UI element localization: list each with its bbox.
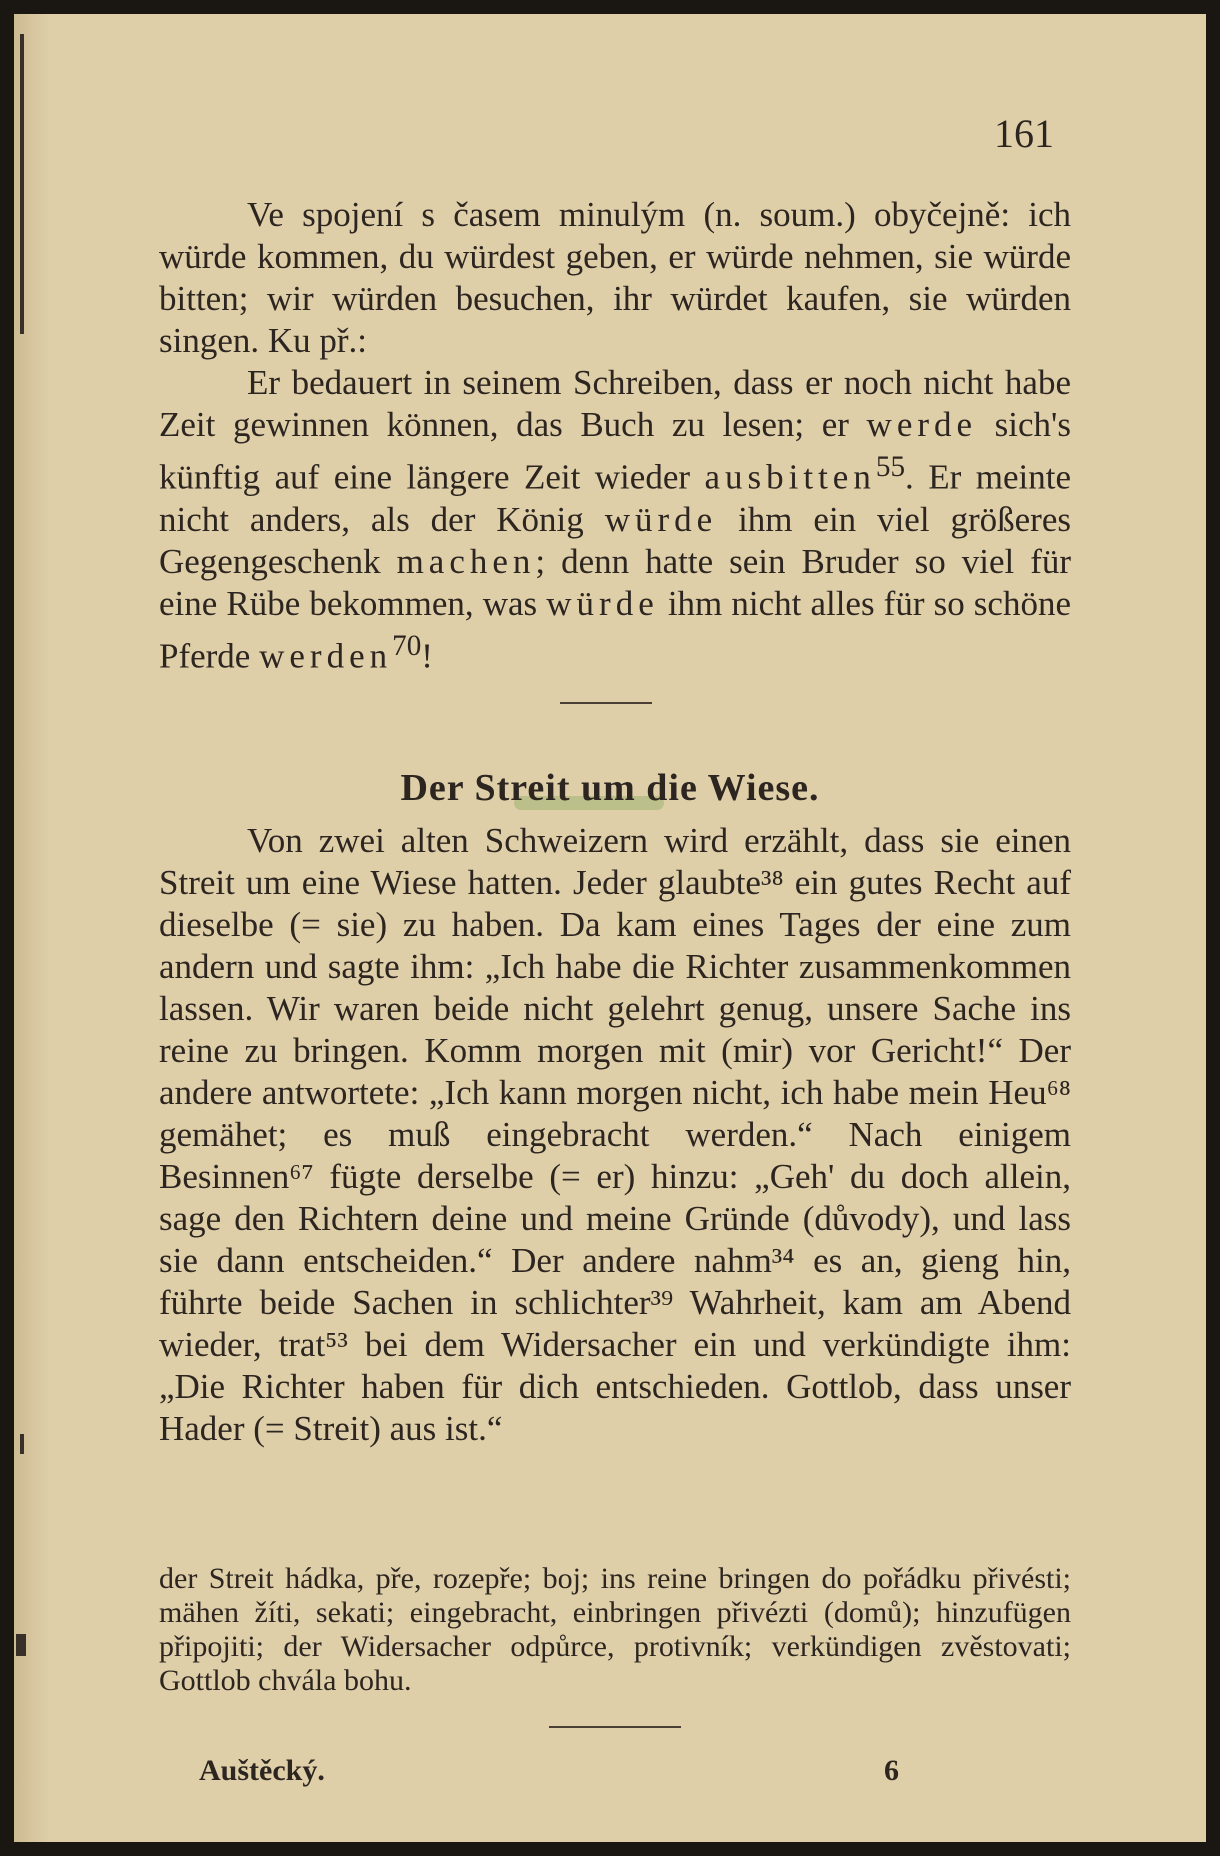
glossary: der Streit hádka, pře, rozepře; boj; ins reine bringen do pořádku přivésti; mähen žíti, sekati; eingebracht, einbringen přivézti (domů); hinzufügen připojiti; der Widersacher odpůrce, protivník; verkündigen zvěstovati; Gottlob chvála bohu. [159,1562,1071,1697]
book-page [14,14,1206,1842]
intro-paragraph: Ve spojení s časem minulým (n. soum.) obyčejně: ich würde kommen, du würdest geben, er würde nehmen, sie würde bitten; wir würden besuchen, ihr würdet kaufen, sie würden singen. Ku př.: [159,195,1071,360]
emphasized-word: machen [396,541,536,581]
emphasized-word: ausbitten [704,457,876,497]
story-heading: Der Streit um die Wiese. [400,767,820,809]
example-text: Er meinte nicht anders, als der König [159,457,1071,539]
footnote-ref: 55 [875,451,906,483]
section-divider [560,702,652,704]
example-text: Er bedauert in seinem Schreiben, dass er noch nicht habe Zeit gewinnen können, das Buch zu lesen; er [159,363,1071,444]
signature-mark: 6 [884,1754,899,1787]
story-section [159,820,1071,1450]
story-paragraph: Von zwei alten Schweizern wird erzählt, dass sie einen Streit um eine Wiese hatten. Jeder glaubte³⁸ ein gutes Recht auf dieselbe (= sie) zu haben. Da kam eines Tages der eine zum andern und sagte ihm: „Ich habe die Richter zusammenkommen lassen. Wir waren beide nicht gelehrt genug, unsere Sache ins reine zu bringen. Komm morgen mit (mir) vor Gericht!“ Der andere antwortete: „Ich kann morgen nicht, ich habe mein Heu⁶⁸ gemähet; es muß eingebracht werden.“ Nach einigem Besinnen⁶⁷ fügte derselbe (= er) hinzu: „Geh' du doch allein, sage den Richtern deine und meine Gründe (důvody), und lass sie dann entscheiden.“ Der andere nahm³⁴ es an, gieng hin, führte beide Sachen in schlichter³⁹ Wahrheit, kam am Abend wieder, trat⁵³ bei dem Widersacher ein und verkündigte ihm: „Die Richter haben für dich entschieden. Gottlob, dass unser Hader (= Streit) aus ist.“ [159,821,1071,1448]
example-text: . [905,457,914,497]
example-text: ihm nicht alles für so schöne Pferde [159,583,1071,676]
emphasized-word: werden [259,636,393,676]
emphasized-word: werde [866,405,978,444]
spine-mark [16,1634,26,1656]
example-text: sich's künftig auf eine längere Zeit wieder [159,405,1071,497]
example-text: ; denn hatte sein Bruder so viel für eine Rübe bekommen, was [159,541,1071,623]
intro-section [159,194,1071,677]
spine-mark [20,1434,24,1454]
example-text: ! [421,636,433,676]
printer-mark: Auštěcký. [199,1754,325,1787]
page-number: 161 [994,111,1054,156]
emphasized-word: würde [546,583,659,623]
spine-mark [20,34,24,334]
example-one [159,362,1071,677]
footer-divider [549,1726,681,1728]
footnote-ref: 70 [392,629,422,662]
example-text: ihm ein viel größeres Gegengeschenk [159,499,1071,581]
emphasized-word: würde [604,499,718,539]
